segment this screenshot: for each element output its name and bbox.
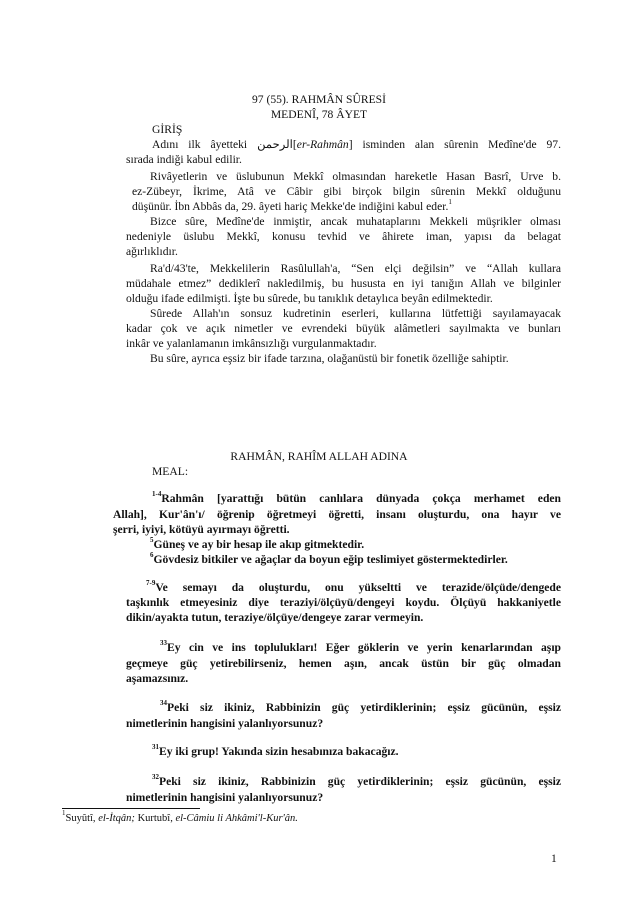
intro-p5-line3: inkâr ve yalanlamanın imkânsızlığı vurgulanmaktadır. — [126, 337, 377, 350]
arabic-word: الرحمن — [257, 138, 293, 151]
verse-5: $^5$Güneş ve ay bir hesap ile akıp gitmektedir. — [150, 536, 365, 551]
footnote-ref: 1 — [448, 198, 452, 206]
verse-7-9-line3: dikin/ayakta tutun, teraziye/ölçüye/dengeye zarar vermeyin. — [126, 611, 424, 624]
verse-1-4-line2: Allah], Kur'ân'ı/ öğrenip öğretmeyi öğretti, insanı oluşturdu, ona hayır ve — [113, 508, 561, 521]
verse-34-line1: $^{34}$Peki siz ikiniz, Rabbinizin güç yetirdiklerinin; eşsiz gücünün, eşsiz — [160, 699, 561, 714]
intro-p4-line2: müdahale etmez” dediklerî nakledilmiş, bu hususta en iyi tanığın Allah ve bilginler — [126, 277, 561, 290]
intro-p1-text-b: isminden alan sûrenin Medîne'de 97. — [362, 138, 562, 151]
verse-1-4-line3: şerri, iyiyi, kötüyü ayırmayı öğretti. — [113, 523, 290, 536]
verse-number: 5 — [150, 536, 154, 544]
verse-31: $^{31}$Ey iki grup! Yakında sizin hesabınıza bakacağız. — [152, 743, 399, 758]
verse-number: 1-4 — [152, 490, 162, 498]
intro-p2-line1: Rivâyetlerin ve üslubunun Mekkî olmasından hareketle Hasan Basrî, Urve b. — [150, 170, 561, 183]
intro-p4-line3: olduğu ifade edilmişti. İşte bu sûrede, bu tanıklık detaylıca beyân edilmektedir. — [126, 292, 493, 305]
basmala-heading: RAHMÂN, RAHÎM ALLAH ADINA — [230, 450, 408, 463]
verse-33-line3: aşamazsınız. — [126, 672, 189, 685]
intro-p2-line3: düşünür. İbn Abbâs da, 29. âyeti hariç Mekke'de indiğini kabul eder.$^1$ — [132, 198, 452, 213]
page-number: 1 — [551, 852, 557, 865]
intro-p3-line1: Bizce sûre, Medîne'de inmiştir, ancak muhataplarını Mekkeli müşrikler olması — [150, 215, 561, 228]
verse-7-9-line1: $^{7-9}$Ve semayı da oluşturdu, onu yükseltti ve terazide/ölçüde/dengede — [146, 579, 561, 594]
footnote: $^1$Suyûtî, el-İtqân; Kurtubî, el-Câmiu li Ahkâmi'l-Kur'ân. — [62, 809, 298, 824]
verse-number: 32 — [152, 773, 159, 781]
verse-number: 6 — [150, 551, 154, 559]
verse-7-9-line2: taşkınlık etmeyesiniz diye teraziyi/ölçüyü/dengeyi koydu. Ölçüyü hakkaniyetle — [126, 596, 561, 609]
intro-p1-line2: sırada indiği kabul edilir. — [126, 153, 242, 166]
verse-32-line2: nimetlerinin hangisini yalanlıyorsunuz? — [126, 791, 324, 804]
verse-number: 34 — [160, 699, 167, 707]
verse-6: $^6$Gövdesiz bitkiler ve ağaçlar da boyun eğip teslimiyet göstermektedirler. — [150, 551, 508, 566]
intro-p5-line2: kadar çok ve açık nimetler ve evrendeki büyük alâmetleri sayılmakta ve bunları — [126, 322, 561, 335]
footnote-divider — [62, 808, 200, 809]
intro-p1-text-a: Adını ilk âyetteki — [152, 138, 248, 151]
meal-heading: MEAL: — [152, 465, 189, 478]
page-subtitle: MEDENÎ, 78 ÂYET — [270, 108, 368, 121]
intro-p2-line2: ez-Zübeyr, İkrime, Atâ ve Câbir gibi birçok bilgin sûrenin Mekkî olduğunu — [132, 185, 561, 198]
intro-p3-line2: nedeniyle üslubu Mekkî, konusu tevhid ve âhirete iman, yapısı da belagat — [126, 230, 561, 243]
verse-1-4-line1: $^{1-4}$Rahmân [yarattığı bütün canlılara dünyada çokça merhamet eden — [152, 490, 561, 505]
intro-p1-line1 — [152, 137, 561, 152]
verse-33-line2: geçmeye güç yetirebilirseniz, hemen aşın, ancak üstün bir güç olmadan — [126, 657, 561, 670]
section-heading-giris: GİRİŞ — [152, 123, 183, 136]
intro-p6-line1: Bu sûre, ayrıca eşsiz bir ifade tarzına, olağanüstü bir fonetik özelliğe sahiptir. — [150, 352, 509, 365]
intro-p5-line1: Sûrede Allah'ın sonsuz kudretinin eserleri, kullarına lütfettiği sayılamayacak — [150, 307, 561, 320]
verse-33-line1: $^{33}$Ey cin ve ins toplulukları! Eğer göklerin ve yerin kenarlarından aşıp — [160, 639, 561, 654]
verse-34-line2: nimetlerinin hangisini yalanlıyorsunuz? — [126, 717, 324, 730]
verse-number: 7-9 — [146, 579, 156, 587]
transliteration: [er-Rahmân] — [292, 138, 353, 151]
page-title: 97 (55). RAHMÂN SÛRESİ — [252, 93, 386, 106]
verse-32-line1: $^{32}$Peki siz ikiniz, Rabbinizin güç yetirdiklerinin; eşsiz gücünün, eşsiz — [152, 773, 561, 788]
intro-p3-line3: ağırlıklıdır. — [126, 245, 178, 258]
verse-number: 31 — [152, 743, 159, 751]
intro-p4-line1: Ra'd/43'te, Mekkelilerin Rasûlullah'a, “Sen elçi değilsin” ve “Allah kullara — [150, 262, 561, 275]
verse-number: 33 — [160, 639, 167, 647]
